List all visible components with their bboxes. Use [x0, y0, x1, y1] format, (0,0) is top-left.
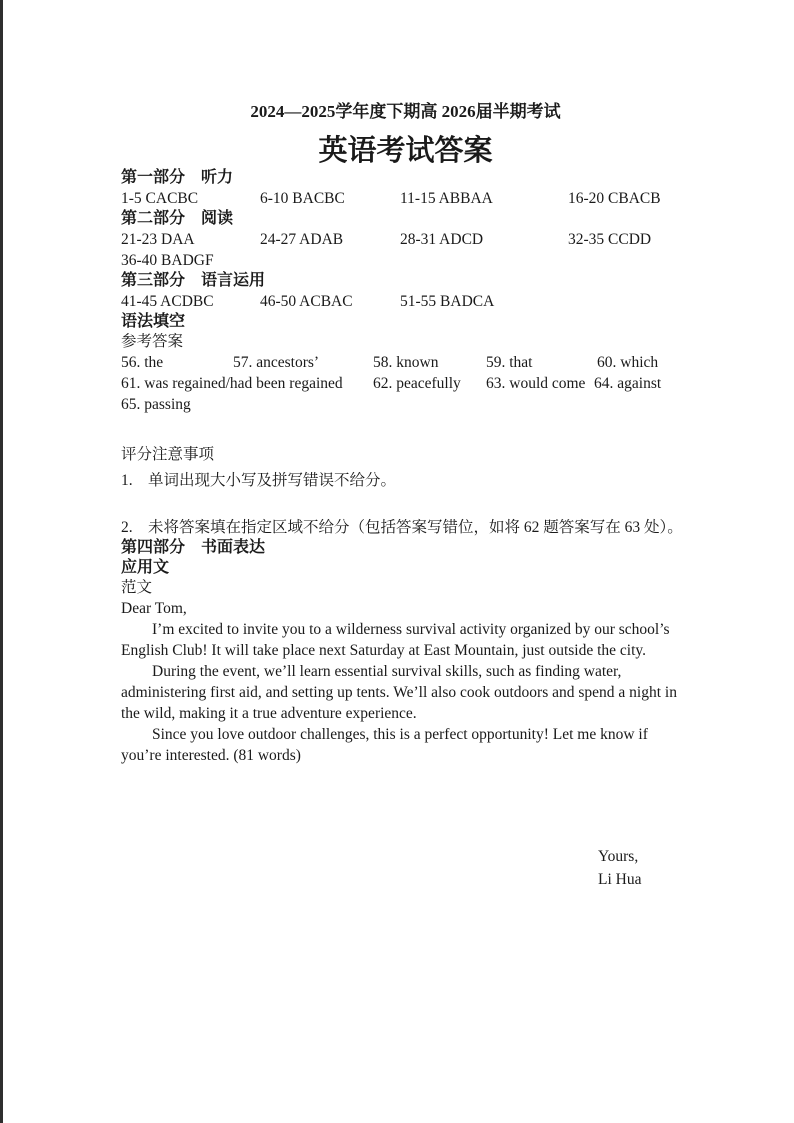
part1-heading: 第一部分 听力: [121, 169, 234, 186]
answer-range-6-10: 6-10 BACBC: [260, 190, 345, 207]
answer-range-16-20: 16-20 CBACB: [568, 190, 661, 207]
answer-range-51-55: 51-55 BADCA: [400, 293, 495, 310]
scoring-note-1: [121, 471, 690, 491]
answer-61: 61. was regained/had been regained: [121, 375, 343, 392]
scoring-heading: 评分注意事项: [121, 446, 215, 463]
letter-paragraph-3: Since you love outdoor challenges, this is a perfect opportunity! Let me know if you’re interested. (81 words): [121, 726, 648, 764]
closing-yours: Yours,: [598, 848, 639, 865]
answer-key-title: 英语考试答案: [318, 135, 493, 167]
answer-57: 57. ancestors’: [233, 354, 320, 371]
answer-range-36-40: 36-40 BADGF: [121, 252, 214, 269]
note-text: 单词出现大小写及拼写错误不给分。: [148, 472, 397, 489]
answer-56: 56. the: [121, 354, 164, 371]
part4-subheading: 应用文: [121, 559, 170, 576]
exam-title: 2024—2025学年度下期高 2026届半期考试: [250, 102, 561, 121]
sample-essay: [121, 598, 677, 766]
answer-63: 63. would come: [486, 375, 586, 392]
scoring-note-2: [121, 518, 690, 538]
letter-paragraph-1: I’m excited to invite you to a wilderness survival activity organized by our school’s English Club! It will take place next Saturday at East Mountain, just outside the city.: [121, 621, 670, 659]
grammar-answers-row2: [121, 373, 690, 394]
part4-heading: 第四部分 书面表达: [121, 539, 266, 556]
closing-signature: Li Hua: [598, 871, 642, 888]
answer-62: 62. peacefully: [373, 375, 461, 392]
answer-65: 65. passing: [121, 396, 191, 413]
page-edge-line: [0, 0, 3, 1123]
part3-answers-row: [121, 291, 690, 312]
answer-58: 58. known: [373, 354, 439, 371]
sample-essay-label: 范文: [121, 579, 153, 596]
answer-range-46-50: 46-50 ACBAC: [260, 293, 353, 310]
grammar-answers-row3: [121, 394, 690, 415]
part2-answers-row2: [121, 250, 690, 271]
note-number: 2.: [121, 519, 133, 536]
answer-range-21-23: 21-23 DAA: [121, 231, 195, 248]
part2-heading: 第二部分 阅读: [121, 210, 234, 227]
letter-paragraph-2: During the event, we’ll learn essential survival skills, such as finding water, administering first aid, and setting up tents. We’ll also cook outdoors and spend a night in the wild, making it a true adventure experience.: [121, 663, 677, 722]
answer-range-28-31: 28-31 ADCD: [400, 231, 484, 248]
answer-range-1-5: 1-5 CACBC: [121, 190, 199, 207]
part1-answers-row: [121, 188, 690, 209]
answer-range-11-15: 11-15 ABBAA: [400, 190, 493, 207]
answer-64: 64. against: [594, 375, 662, 392]
note-number: 1.: [121, 472, 133, 489]
grammar-answers-row1: [121, 352, 690, 373]
answer-59: 59. that: [486, 354, 533, 371]
answer-60: 60. which: [597, 354, 659, 371]
grammar-heading: 语法填空: [121, 313, 186, 330]
note-text: 未将答案填在指定区域不给分（包括答案写错位，如将 62 题答案写在 63 处）。: [148, 519, 683, 536]
grammar-subheading: 参考答案: [121, 333, 184, 350]
letter-closing: [598, 845, 690, 891]
part2-answers-row1: [121, 229, 690, 250]
letter-salutation: Dear Tom,: [121, 600, 187, 617]
answer-range-41-45: 41-45 ACDBC: [121, 293, 214, 310]
part3-heading: 第三部分 语言运用: [121, 272, 266, 289]
answer-range-24-27: 24-27 ADAB: [260, 231, 344, 248]
answer-range-32-35: 32-35 CCDD: [568, 231, 652, 248]
